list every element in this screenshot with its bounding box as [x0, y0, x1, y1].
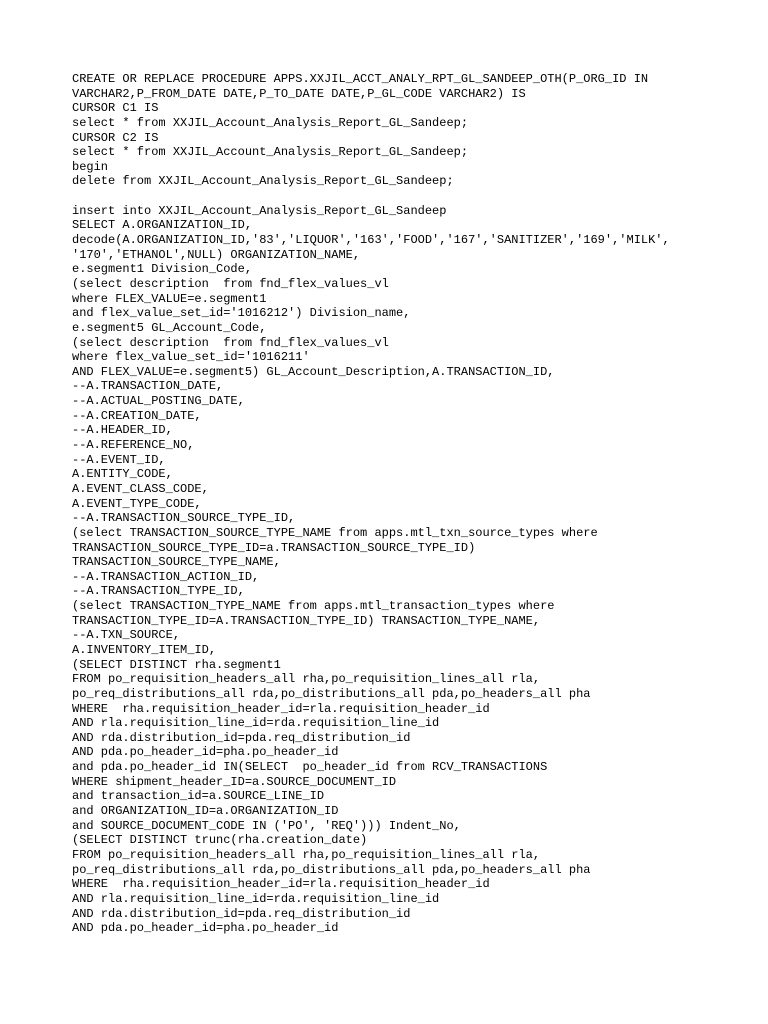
code-line: AND rda.distribution_id=pda.req_distribution_id	[72, 730, 411, 745]
code-line: --A.TRANSACTION_TYPE_ID,	[72, 584, 245, 599]
code-line: select * from XXJIL_Account_Analysis_Report_GL_Sandeep;	[72, 115, 469, 130]
code-line: (SELECT DISTINCT trunc(rha.creation_date)	[72, 833, 368, 848]
code-line: SELECT A.ORGANIZATION_ID,	[72, 218, 253, 233]
code-line: AND rla.requisition_line_id=rda.requisition_line_id	[72, 891, 440, 906]
code-line: (select TRANSACTION_TYPE_NAME from apps.mtl_transaction_types where	[72, 599, 555, 614]
code-line: TRANSACTION_TYPE_ID=A.TRANSACTION_TYPE_ID) TRANSACTION_TYPE_NAME,	[72, 613, 541, 628]
code-line: WHERE rha.requisition_header_id=rla.requisition_header_id	[72, 877, 490, 892]
code-line: po_req_distributions_all rda,po_distributions_all pda,po_headers_all pha	[72, 862, 591, 877]
code-line: e.segment1 Division_Code,	[72, 262, 253, 277]
code-line: begin	[72, 159, 109, 174]
code-line: where FLEX_VALUE=e.segment1	[72, 291, 267, 306]
code-line: FROM po_requisition_headers_all rha,po_requisition_lines_all rla,	[72, 672, 541, 687]
sql-code-block	[72, 72, 752, 936]
code-line: AND pda.po_header_id=pha.po_header_id	[72, 745, 339, 760]
code-line: --A.TRANSACTION_ACTION_ID,	[72, 569, 260, 584]
code-line: A.INVENTORY_ITEM_ID,	[72, 642, 217, 657]
code-line: insert into XXJIL_Account_Analysis_Report_GL_Sandeep	[72, 203, 447, 218]
code-line: and SOURCE_DOCUMENT_CODE IN ('PO', 'REQ'))) Indent_No,	[72, 818, 461, 833]
code-line: and flex_value_set_id='1016212') Division_name,	[72, 306, 411, 321]
code-line: TRANSACTION_SOURCE_TYPE_NAME,	[72, 555, 281, 570]
code-line: VARCHAR2,P_FROM_DATE DATE,P_TO_DATE DATE,P_GL_CODE VARCHAR2) IS	[72, 86, 526, 101]
code-line: --A.HEADER_ID,	[72, 423, 173, 438]
code-line: FROM po_requisition_headers_all rha,po_requisition_lines_all rla,	[72, 847, 541, 862]
code-line: and transaction_id=a.SOURCE_LINE_ID	[72, 789, 325, 804]
code-line: A.ENTITY_CODE,	[72, 467, 173, 482]
code-line: TRANSACTION_SOURCE_TYPE_ID=a.TRANSACTION_SOURCE_TYPE_ID)	[72, 540, 476, 555]
code-line: CURSOR C2 IS	[72, 130, 159, 145]
code-line: '170','ETHANOL',NULL) ORGANIZATION_NAME,	[72, 247, 361, 262]
code-line: AND rda.distribution_id=pda.req_distribution_id	[72, 906, 411, 921]
code-line: A.EVENT_CLASS_CODE,	[72, 481, 209, 496]
code-line: (SELECT DISTINCT rha.segment1	[72, 657, 281, 672]
code-line: --A.ACTUAL_POSTING_DATE,	[72, 394, 245, 409]
code-line: e.segment5 GL_Account_Code,	[72, 320, 267, 335]
code-line: WHERE shipment_header_ID=a.SOURCE_DOCUMENT_ID	[72, 774, 397, 789]
code-line: (select description from fnd_flex_values_vl	[72, 335, 389, 350]
code-line: --A.TXN_SOURCE,	[72, 628, 181, 643]
code-line: --A.CREATION_DATE,	[72, 408, 202, 423]
code-line: WHERE rha.requisition_header_id=rla.requisition_header_id	[72, 701, 490, 716]
code-line: CREATE OR REPLACE PROCEDURE APPS.XXJIL_ACCT_ANALY_RPT_GL_SANDEEP_OTH(P_ORG_ID IN	[72, 72, 649, 86]
code-line: where flex_value_set_id='1016211'	[72, 350, 310, 365]
code-line: --A.EVENT_ID,	[72, 452, 166, 467]
code-line: AND rla.requisition_line_id=rda.requisition_line_id	[72, 716, 440, 731]
code-line: CURSOR C1 IS	[72, 101, 159, 116]
code-line: A.EVENT_TYPE_CODE,	[72, 496, 202, 511]
code-line: --A.TRANSACTION_SOURCE_TYPE_ID,	[72, 511, 296, 526]
code-line: AND pda.po_header_id=pha.po_header_id	[72, 921, 339, 936]
code-line: decode(A.ORGANIZATION_ID,'83','LIQUOR','163','FOOD','167','SANITIZER','169','MILK',	[72, 233, 670, 248]
code-line: AND FLEX_VALUE=e.segment5) GL_Account_Description,A.TRANSACTION_ID,	[72, 364, 555, 379]
code-line: select * from XXJIL_Account_Analysis_Report_GL_Sandeep;	[72, 145, 469, 160]
code-line: delete from XXJIL_Account_Analysis_Report_GL_Sandeep;	[72, 174, 454, 189]
code-line: --A.TRANSACTION_DATE,	[72, 379, 224, 394]
code-line: (select TRANSACTION_SOURCE_TYPE_NAME from apps.mtl_txn_source_types where	[72, 525, 598, 540]
code-line	[72, 189, 752, 204]
code-line: and pda.po_header_id IN(SELECT po_header_id from RCV_TRANSACTIONS	[72, 760, 548, 775]
code-line: po_req_distributions_all rda,po_distributions_all pda,po_headers_all pha	[72, 686, 591, 701]
code-line: --A.REFERENCE_NO,	[72, 438, 195, 453]
code-line: and ORGANIZATION_ID=a.ORGANIZATION_ID	[72, 804, 339, 819]
code-line: (select description from fnd_flex_values_vl	[72, 276, 389, 291]
